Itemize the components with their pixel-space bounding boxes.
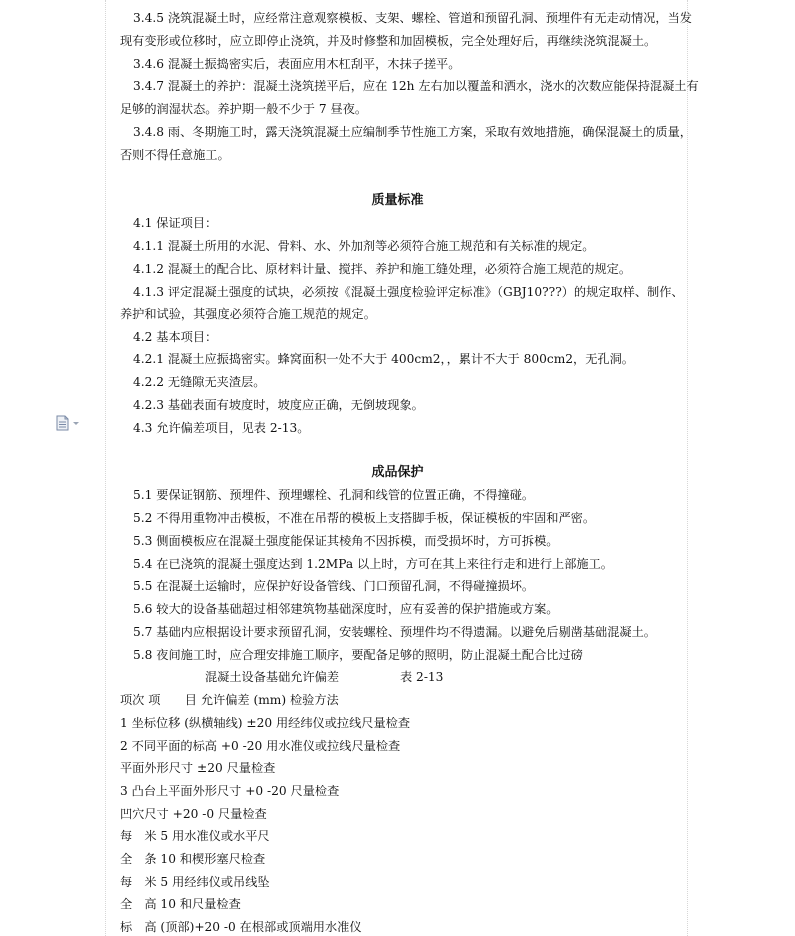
table-row: 2 不同平面的标高 +0 -20 用水准仪或拉线尺量检查 [120,739,401,753]
item-4-2-1: 4.2.1 混凝土应振捣密实。蜂窝面积一处不大于 400cm2，，累计不大于 800cm2，无孔洞。 [133,352,634,366]
item-4-1: 4.1 保证项目： [133,216,218,230]
table-header: 项次 项 目 允许偏差 (mm) 检验方法 [120,693,339,707]
item-4-1-1: 4.1.1 混凝土所用的水泥、骨料、水、外加剂等必须符合施工规范和有关标准的规定。 [133,239,595,253]
table-caption: 混凝土设备基础允许偏差 表 2-13 [205,670,444,684]
item-5-8: 5.8 夜间施工时，应合理安排施工顺序，要配备足够的照明，防止混凝土配合比过磅 [133,648,583,662]
item-4-1-3-line2: 养护和试验，其强度必须符合施工规范的规定。 [120,307,376,321]
table-row: 3 凸台上平面外形尺寸 +0 -20 尺量检查 [120,784,340,798]
paragraph-3-4-8-line1: 3.4.8 雨、冬期施工时，露天浇筑混凝土应编制季节性施工方案，采取有效地措施，确保混凝土的质量， [133,125,692,139]
section-heading-quality: 质量标准 [371,193,424,208]
item-4-1-3-line1: 4.1.3 评定混凝土强度的试块，必须按《混凝土强度检验评定标准》（GBJ10???）的规定取样、制作、 [133,285,684,299]
item-4-2: 4.2 基本项目： [133,330,218,344]
item-5-3: 5.3 侧面模板应在混凝土强度能保证其棱角不因拆模，而受损坏时，方可拆模。 [133,534,559,548]
item-5-5: 5.5 在混凝土运输时，应保护好设备管线、门口预留孔洞，不得碰撞损坏。 [133,579,535,593]
paragraph-3-4-5-line1: 3.4.5 浇筑混凝土时，应经常注意观察模板、支架、螺栓、管道和预留孔洞、预埋件有无走动情况，当发 [133,11,692,25]
table-row: 1 坐标位移 (纵横轴线) ±20 用经纬仪或拉线尺量检查 [120,716,411,730]
document-icon-graphic [56,415,82,431]
table-row: 平面外形尺寸 ±20 尺量检查 [120,761,276,775]
paragraph-3-4-8-line2: 否则不得任意施工。 [120,148,230,162]
item-4-2-2: 4.2.2 无缝隙无夹渣层。 [133,375,266,389]
paragraph-3-4-5-line2: 现有变形或位移时，应立即停止浇筑，并及时修整和加固模板，完全处理好后，再继续浇筑混凝土。 [120,34,657,48]
document-icon[interactable] [56,415,82,431]
item-5-6: 5.6 较大的设备基础超过相邻建筑物基础深度时，应有妥善的保护措施或方案。 [133,602,559,616]
table-row: 凹穴尺寸 +20 -0 尺量检查 [120,807,267,821]
table-row: 全 条 10 和楔形塞尺检查 [120,852,266,866]
paragraph-3-4-6: 3.4.6 混凝土振捣密实后，表面应用木杠刮平，木抹子搓平。 [133,57,461,71]
item-4-3: 4.3 允许偏差项目，见表 2-13。 [133,421,310,435]
section-heading-protection: 成品保护 [371,465,424,480]
item-5-7: 5.7 基础内应根据设计要求预留孔洞，安装螺栓、预埋件均不得遗漏。以避免后剔凿基础混凝土。 [133,625,656,639]
item-5-2: 5.2 不得用重物冲击模板，不准在吊帮的模板上支搭脚手板，保证模板的牢固和严密。 [133,511,596,525]
item-5-4: 5.4 在已浇筑的混凝土强度达到 1.2MPa 以上时，方可在其上来往行走和进行上部施工。 [133,557,613,571]
table-row: 每 米 5 用经纬仪或吊线坠 [120,875,270,889]
item-5-1: 5.1 要保证钢筋、预埋件、预埋螺栓、孔洞和线管的位置正确，不得撞碰。 [133,488,535,502]
table-row: 标 高 (顶部)+20 -0 在根部或顶端用水准仪 [120,920,362,934]
item-4-2-3: 4.2.3 基础表面有坡度时，坡度应正确，无倒坡现象。 [133,398,424,412]
paragraph-3-4-7-line2: 足够的润湿状态。养护期一般不少于 7 昼夜。 [120,102,368,116]
table-row: 每 米 5 用水准仪或水平尺 [120,829,270,843]
item-4-1-2: 4.1.2 混凝土的配合比、原材料计量、搅拌、养护和施工缝处理，必须符合施工规范的规定。 [133,262,632,276]
paragraph-3-4-7-line1: 3.4.7 混凝土的养护：混凝土浇筑搓平后，应在 12h 左右加以覆盖和洒水，浇水的次数应能保持混凝土有 [133,79,699,93]
table-row: 全 高 10 和尺量检查 [120,897,241,911]
